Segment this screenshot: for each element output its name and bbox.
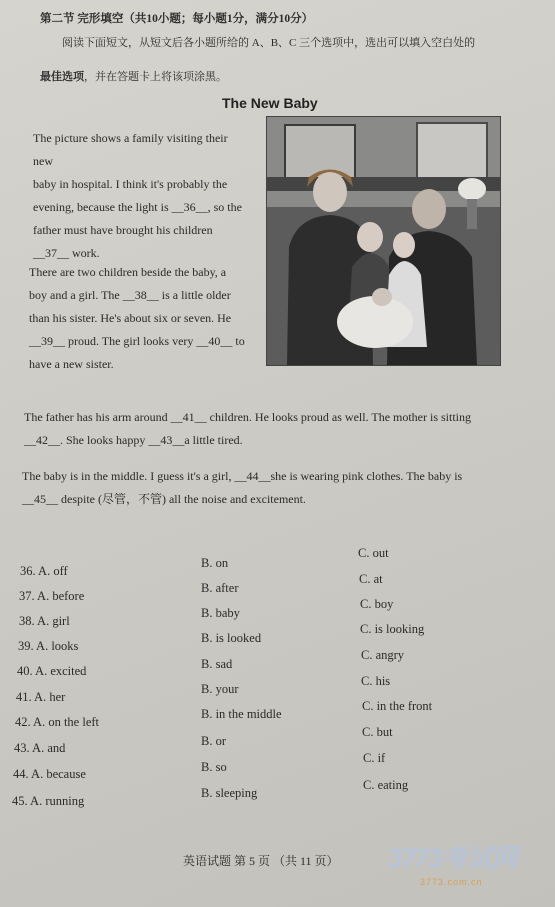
option-37-a: 37. A. before — [19, 589, 85, 603]
paragraph-line: __39__ proud. The girl looks very __40__ to — [29, 334, 245, 348]
paragraph-line: The picture shows a family visiting their new — [33, 131, 228, 168]
option-38-a: 38. A. girl — [19, 614, 70, 628]
instructions-bold: 最佳选项 — [40, 71, 84, 83]
paragraph-3 — [24, 406, 514, 452]
option-42-a: 42. A. on the left — [15, 715, 100, 729]
paragraph-line: __37__ work. — [33, 246, 100, 260]
option-41-b: B. your — [201, 682, 239, 696]
paragraph-2 — [29, 261, 249, 376]
paragraph-line: There are two children beside the baby, a — [29, 265, 227, 279]
option-45-c: C. eating — [363, 778, 409, 792]
option-43-b: B. or — [201, 734, 226, 748]
option-41-c: C. his — [361, 674, 391, 688]
instructions-rest: ，并在答题卡上将该项涂黑。 — [84, 71, 227, 83]
option-44-c: C. if — [363, 751, 386, 765]
paragraph-line: father must have brought his children — [33, 223, 213, 237]
family-photo-graphic — [267, 117, 500, 365]
option-36-b: B. on — [201, 556, 229, 570]
option-44-a: 44. A. because — [13, 767, 86, 781]
option-42-b: B. in the middle — [201, 707, 282, 721]
paragraph-line: __45__ despite (尽管，不管) all the noise and excitement. — [22, 492, 306, 506]
section-title: 第二节 完形填空（共10小题；每小题1分，满分10分） — [40, 13, 314, 25]
paragraph-line: __42__. She looks happy __43__a little tired. — [24, 433, 243, 447]
paragraph-line: The baby is in the middle. I guess it's a girl, __44__she is wearing pink clothes. The baby is — [22, 469, 463, 483]
option-43-c: C. but — [362, 725, 393, 739]
option-37-b: B. after — [201, 581, 239, 595]
paragraph-line: than his sister. He's about six or seven. He — [29, 311, 232, 325]
paragraph-4 — [22, 465, 517, 511]
family-photo — [266, 116, 501, 366]
option-36-a: 36. A. off — [20, 564, 68, 578]
option-40-b: B. sad — [201, 657, 233, 671]
option-42-c: C. in the front — [362, 699, 433, 713]
paragraph-line: have a new sister. — [29, 357, 114, 371]
option-39-b: B. is looked — [201, 631, 262, 645]
paragraph-line: evening, because the light is __36__, so the — [33, 200, 242, 214]
passage-title: The New Baby — [222, 95, 318, 111]
option-36-c: C. out — [358, 546, 389, 560]
paragraph-line: boy and a girl. The __38__ is a little older — [29, 288, 231, 302]
option-38-c: C. boy — [360, 597, 394, 611]
option-44-b: B. so — [201, 760, 227, 774]
option-45-b: B. sleeping — [201, 786, 258, 800]
option-40-a: 40. A. excited — [17, 664, 87, 678]
paragraph-line: baby in hospital. I think it's probably the — [33, 177, 228, 191]
option-39-c: C. is looking — [360, 622, 425, 636]
watermark-logo: 3773考试网 — [388, 843, 517, 873]
option-41-a: 41. A. her — [16, 690, 66, 704]
option-39-a: 39. A. looks — [18, 639, 79, 653]
option-40-c: C. angry — [361, 648, 405, 662]
option-45-a: 45. A. running — [12, 794, 85, 808]
instructions-line-1: 阅读下面短文，从短文后各小题所给的 A、B、C 三个选项中，选出可以填入空白处的 — [62, 37, 476, 49]
page-footer: 英语试题 第 5 页 （共 11 页） — [183, 854, 339, 868]
paragraph-1 — [33, 127, 248, 265]
instructions-line-2 — [40, 70, 227, 84]
paragraph-line: The father has his arm around __41__ children. He looks proud as well. The mother is sitting — [24, 410, 472, 424]
watermark-url: 3773.com.cn — [420, 877, 483, 887]
option-37-c: C. at — [359, 572, 383, 586]
option-43-a: 43. A. and — [14, 741, 66, 755]
option-38-b: B. baby — [201, 606, 240, 620]
